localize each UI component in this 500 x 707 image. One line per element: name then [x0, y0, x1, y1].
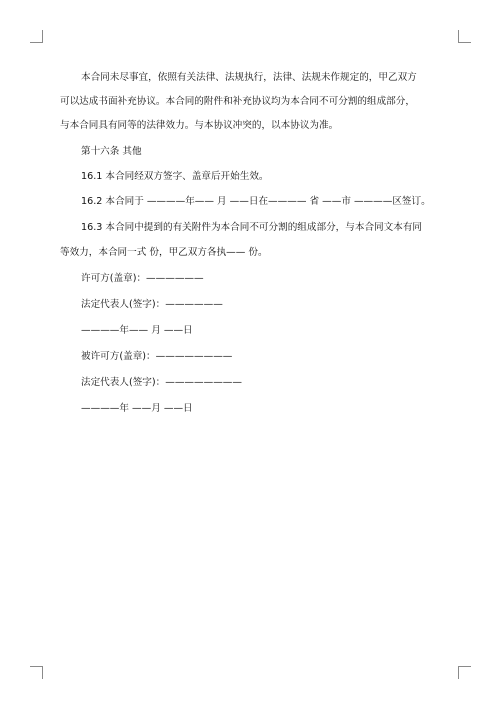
clause-16-2: 16.2 本合同于 ————年—— 月 ——日在———— 省 ——市 ————区签订。	[81, 196, 431, 207]
corner-mark-bottom-right	[458, 666, 471, 679]
paragraph-line: 本合同未尽事宜，依照有关法律、法规执行，法律、法规未作规定的，甲乙双方	[81, 72, 417, 83]
corner-mark-top-right	[458, 30, 471, 43]
licensee-date-line: ————年 ——月 ——日	[81, 403, 193, 414]
licensor-date-line: ————年—— 月 ——日	[81, 325, 193, 336]
corner-mark-bottom-left	[30, 666, 43, 679]
clause-16-3-line: 等效力，本合同一式 份，甲乙双方各执—— 份。	[60, 247, 268, 258]
clause-16-1: 16.1 本合同经双方签字、盖章后开始生效。	[81, 171, 269, 182]
paragraph-line: 与本合同具有同等的法律效力。与本协议冲突的，以本协议为准。	[60, 120, 339, 131]
corner-mark-top-left	[30, 30, 43, 43]
paragraph-line: 可以达成书面补充协议。本合同的附件和补充协议均为本合同不可分割的组成部分，	[60, 96, 415, 107]
licensor-seal-line: 许可方(盖章)：——————	[81, 273, 204, 284]
clause-16-3-line: 16.3 本合同中提到的有关附件为本合同不可分割的组成部分，与本合同文本有同	[81, 222, 423, 233]
licensee-representative-line: 法定代表人(签字)：————————	[81, 377, 242, 388]
licensor-representative-line: 法定代表人(签字)：——————	[81, 299, 223, 310]
licensee-seal-line: 被许可方(盖章)：————————	[81, 351, 233, 362]
article-heading: 第十六条 其他	[81, 146, 142, 157]
